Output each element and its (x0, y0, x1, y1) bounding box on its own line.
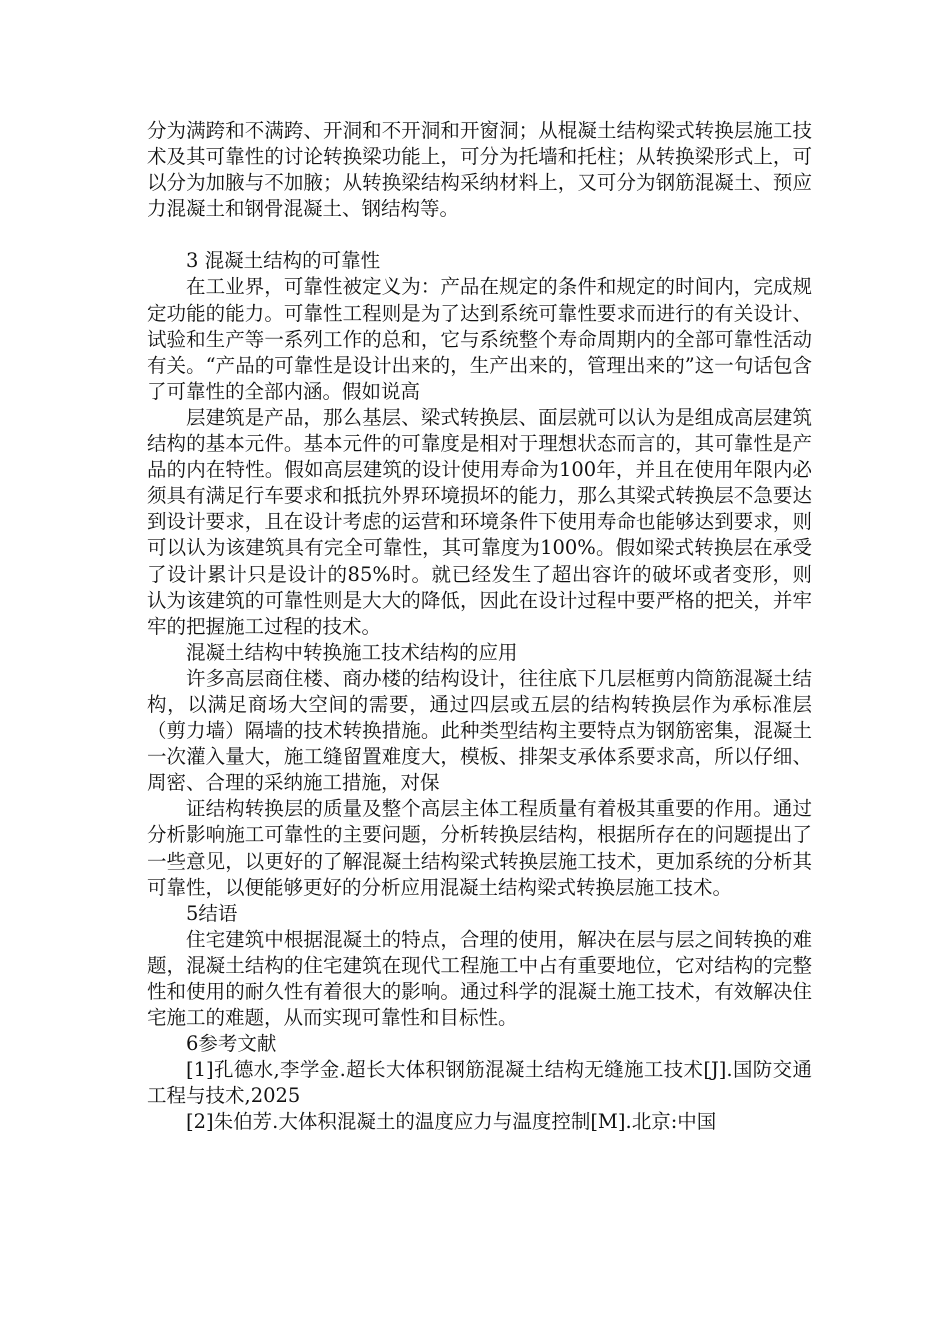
paragraph-gap (147, 222, 812, 248)
section-heading-application: 混凝土结构中转换施工技术结构的应用 (186, 640, 518, 664)
paragraph-conclusion: 住宅建筑中根据混凝土的特点，合理的使用，解决在层与层之间转换的难题，混凝土结构的住宅建筑在现代工程施工中占有重要地位，它对结构的完整性和使用的耐久性有着很大的影响。通过科学的混凝土施工技术，有效解决住宅施工的难题，从而实现可靠性和目标性。 (147, 927, 812, 1030)
paragraph-transfer-beam-classification: 分为满跨和不满跨、开洞和不开洞和开窗洞；从棍凝土结构梁式转换层施工技术及其可靠性的讨论转换梁功能上，可分为托墙和托柱；从转换梁形式上，可以分为加腋与不加腋；从转换梁结构采纳材料上，又可分为钢筋混凝土、预应力混凝土和钢骨混凝土、钢结构等。 (147, 119, 812, 221)
paragraph-basic-elements: 层建筑是产品，那么基层、梁式转换层、面层就可以认为是组成高层建筑结构的基本元件。基本元件的可靠度是相对于理想状态而言的，其可靠性是产品的内在特性。假如高层建筑的设计使用寿命为100年，并且在使用年限内必须具有满足行车要求和抵抗外界环境损坏的能力，那么其梁式转换层不急要达到设计要求，且在设计考虑的运营和环境条件下使用寿命也能够达到要求，则可以认为该建筑具有完全可靠性，其可靠度为100%。假如梁式转换层在承受了设计累计只是设计的85%时。就已经发生了超出容许的破坏或者变形，则认为该建筑的可靠性则是大大的降低，因此在设计过程中要严格的把关，并牢牢的把握施工过程的技术。 (147, 405, 812, 638)
section-heading-references: 6参考文献 (186, 1032, 277, 1056)
document-page (147, 118, 812, 1136)
section-heading-conclusion: 5结语 (186, 901, 238, 925)
reference-item-2: [2]朱伯芳.大体积混凝土的温度应力与温度控制[M].北京:中国 (186, 1110, 717, 1134)
paragraph-quality-analysis: 证结构转换层的质量及整个高层主体工程质量有着极其重要的作用。通过分析影响施工可靠性的主要问题，分析转换层结构，根据所存在的问题提出了一些意见，以更好的了解混凝土结构梁式转换层施工技术，更加系统的分析其可靠性，以便能够更好的分析应用混凝土结构梁式转换层施工技术。 (147, 797, 812, 899)
paragraph-structural-design: 许多高层商住楼、商办楼的结构设计，往往底下几层框剪内筒筋混凝土结构，以满足商场大空间的需要，通过四层或五层的结构转换层作为承标准层（剪力墙）隔墙的技术转换措施。此种类型结构主要特点为钢筋密集，混凝土一次灌入量大，施工缝留置难度大，模板、排架支承体系要求高，所以仔细、周密、合理的采纳施工措施，对保 (147, 666, 812, 795)
paragraph-reliability-definition: 在工业界，可靠性被定义为：产品在规定的条件和规定的时间内，完成规定功能的能力。可靠性工程则是为了达到系统可靠性要求而进行的有关设计、试验和生产等一系列工作的总和，它与系统整个寿命周期内的全部可靠性活动有关。“产品的可靠性是设计出来的，生产出来的，管理出来的”这一句话包含了可靠性的全部内涵。假如说高 (147, 275, 812, 403)
reference-item-1: [1]孔德水,李学金.超长大体积钢筋混凝土结构无缝施工技术[J].国防交通工程与技术,2025 (147, 1058, 812, 1108)
section-heading-reliability: 3 混凝土结构的可靠性 (186, 249, 381, 273)
